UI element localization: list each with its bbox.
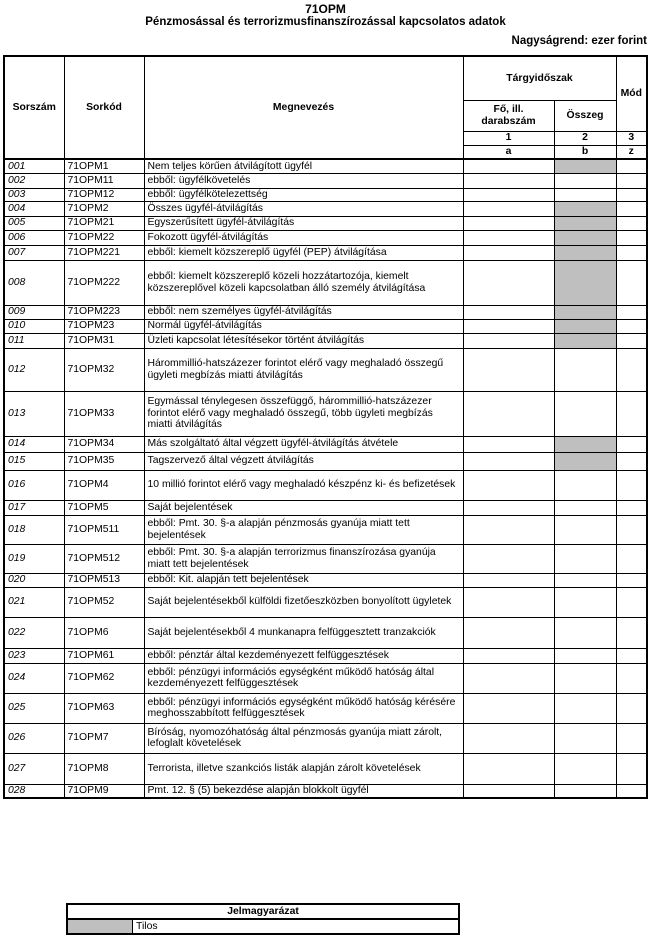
cell-fo-darabszam[interactable] bbox=[463, 663, 554, 693]
row-number: 014 bbox=[4, 436, 64, 452]
cell-mod[interactable] bbox=[616, 319, 647, 333]
row-description: ebből: ügyfélkötelezettség bbox=[144, 188, 463, 201]
table-row bbox=[4, 319, 647, 333]
col-header-osszeg: Összeg bbox=[554, 100, 616, 131]
data-table bbox=[3, 55, 648, 799]
table-row bbox=[4, 260, 647, 305]
row-code: 71OPM21 bbox=[64, 216, 144, 230]
row-code: 71OPM223 bbox=[64, 305, 144, 319]
row-code: 71OPM7 bbox=[64, 723, 144, 753]
legend-item-label: Tilos bbox=[133, 919, 460, 934]
row-description: Saját bejelentések bbox=[144, 500, 463, 515]
cell-fo-darabszam[interactable] bbox=[463, 648, 554, 663]
table-row bbox=[4, 753, 647, 784]
report-code: 71OPM bbox=[305, 2, 346, 16]
row-number: 019 bbox=[4, 544, 64, 573]
row-code: 71OPM34 bbox=[64, 436, 144, 452]
cell-osszeg[interactable] bbox=[554, 723, 616, 753]
table-row bbox=[4, 500, 647, 515]
cell-osszeg-tilos[interactable] bbox=[554, 260, 616, 305]
row-code: 71OPM511 bbox=[64, 515, 144, 544]
cell-osszeg[interactable] bbox=[554, 753, 616, 784]
cell-mod[interactable] bbox=[616, 391, 647, 436]
legend-box bbox=[66, 903, 460, 935]
cell-fo-darabszam[interactable] bbox=[463, 436, 554, 452]
cell-fo-darabszam[interactable] bbox=[463, 573, 554, 587]
cell-fo-darabszam[interactable] bbox=[463, 515, 554, 544]
row-number: 022 bbox=[4, 617, 64, 648]
row-code: 71OPM2 bbox=[64, 201, 144, 216]
row-description: Tagszervező által végzett átvilágítás bbox=[144, 452, 463, 470]
cell-mod[interactable] bbox=[616, 230, 647, 245]
cell-osszeg[interactable] bbox=[554, 784, 616, 798]
col-header-targyidoszak: Tárgyidőszak bbox=[463, 56, 616, 100]
row-description: Fokozott ügyfél-átvilágítás bbox=[144, 230, 463, 245]
cell-fo-darabszam[interactable] bbox=[463, 260, 554, 305]
cell-mod[interactable] bbox=[616, 188, 647, 201]
col-number-2: 2 bbox=[554, 131, 616, 145]
cell-mod[interactable] bbox=[616, 245, 647, 260]
cell-fo-darabszam[interactable] bbox=[463, 617, 554, 648]
table-row bbox=[4, 648, 647, 663]
cell-osszeg[interactable] bbox=[554, 573, 616, 587]
row-code: 71OPM23 bbox=[64, 319, 144, 333]
row-number: 003 bbox=[4, 188, 64, 201]
cell-mod[interactable] bbox=[616, 500, 647, 515]
cell-fo-darabszam[interactable] bbox=[463, 693, 554, 723]
row-number: 002 bbox=[4, 173, 64, 188]
cell-osszeg[interactable] bbox=[554, 348, 616, 391]
row-code: 71OPM4 bbox=[64, 470, 144, 500]
cell-mod[interactable] bbox=[616, 159, 647, 173]
row-code: 71OPM1 bbox=[64, 159, 144, 173]
row-description: Hárommillió-hatszázezer forintot elérő vagy meghaladó összegű ügyleti megbízás miatti átvilágítás bbox=[144, 348, 463, 391]
row-description: ebből: nem személyes ügyfél-átvilágítás bbox=[144, 305, 463, 319]
cell-osszeg[interactable] bbox=[554, 173, 616, 188]
cell-mod[interactable] bbox=[616, 260, 647, 305]
row-description: ebből: Pmt. 30. §-a alapján pénzmosás gyanúja miatt tett bejelentések bbox=[144, 515, 463, 544]
cell-fo-darabszam[interactable] bbox=[463, 333, 554, 348]
cell-mod[interactable] bbox=[616, 452, 647, 470]
cell-fo-darabszam[interactable] bbox=[463, 173, 554, 188]
row-code: 71OPM222 bbox=[64, 260, 144, 305]
row-code: 71OPM61 bbox=[64, 648, 144, 663]
row-number: 016 bbox=[4, 470, 64, 500]
row-number: 017 bbox=[4, 500, 64, 515]
row-number: 007 bbox=[4, 245, 64, 260]
report-title: Pénzmosással és terrorizmusfinanszírozással kapcsolatos adatok bbox=[145, 16, 506, 28]
cell-fo-darabszam[interactable] bbox=[463, 319, 554, 333]
table-row bbox=[4, 348, 647, 391]
cell-mod[interactable] bbox=[616, 173, 647, 188]
col-letter-z: z bbox=[616, 145, 647, 159]
cell-osszeg[interactable] bbox=[554, 617, 616, 648]
row-code: 71OPM22 bbox=[64, 230, 144, 245]
cell-osszeg-tilos[interactable] bbox=[554, 230, 616, 245]
cell-osszeg-tilos[interactable] bbox=[554, 452, 616, 470]
table-row bbox=[4, 201, 647, 216]
cell-fo-darabszam[interactable] bbox=[463, 201, 554, 216]
row-description: 10 millió forintot elérő vagy meghaladó készpénz ki- és befizetések bbox=[144, 470, 463, 500]
cell-fo-darabszam[interactable] bbox=[463, 391, 554, 436]
cell-osszeg[interactable] bbox=[554, 188, 616, 201]
cell-fo-darabszam[interactable] bbox=[463, 587, 554, 617]
table-row bbox=[4, 188, 647, 201]
cell-osszeg[interactable] bbox=[554, 391, 616, 436]
cell-mod[interactable] bbox=[616, 617, 647, 648]
row-number: 020 bbox=[4, 573, 64, 587]
cell-osszeg[interactable] bbox=[554, 587, 616, 617]
row-code: 71OPM52 bbox=[64, 587, 144, 617]
row-number: 028 bbox=[4, 784, 64, 798]
table-row bbox=[4, 573, 647, 587]
row-description: ebből: kiemelt közszereplő közeli hozzátartozója, kiemelt közszereplővel közeli kapcsolatban álló személy átvilágítása bbox=[144, 260, 463, 305]
cell-fo-darabszam[interactable] bbox=[463, 216, 554, 230]
cell-fo-darabszam[interactable] bbox=[463, 544, 554, 573]
table-row bbox=[4, 587, 647, 617]
cell-osszeg-tilos[interactable] bbox=[554, 319, 616, 333]
row-number: 010 bbox=[4, 319, 64, 333]
row-number: 001 bbox=[4, 159, 64, 173]
cell-mod[interactable] bbox=[616, 663, 647, 693]
row-description: Összes ügyfél-átvilágítás bbox=[144, 201, 463, 216]
cell-osszeg[interactable] bbox=[554, 515, 616, 544]
table-row bbox=[4, 470, 647, 500]
row-code: 71OPM35 bbox=[64, 452, 144, 470]
row-number: 025 bbox=[4, 693, 64, 723]
cell-mod[interactable] bbox=[616, 693, 647, 723]
cell-mod[interactable] bbox=[616, 333, 647, 348]
row-description: Más szolgáltató által végzett ügyfél-átvilágítás átvétele bbox=[144, 436, 463, 452]
row-description: ebből: ügyfélkövetelés bbox=[144, 173, 463, 188]
row-code: 71OPM221 bbox=[64, 245, 144, 260]
row-code: 71OPM62 bbox=[64, 663, 144, 693]
cell-fo-darabszam[interactable] bbox=[463, 784, 554, 798]
col-header-megnevezes: Megnevezés bbox=[144, 56, 463, 159]
cell-mod[interactable] bbox=[616, 305, 647, 319]
cell-osszeg[interactable] bbox=[554, 693, 616, 723]
table-row bbox=[4, 452, 647, 470]
col-letter-a: a bbox=[463, 145, 554, 159]
cell-fo-darabszam[interactable] bbox=[463, 753, 554, 784]
row-number: 021 bbox=[4, 587, 64, 617]
table-row bbox=[4, 230, 647, 245]
cell-osszeg-tilos[interactable] bbox=[554, 159, 616, 173]
cell-fo-darabszam[interactable] bbox=[463, 245, 554, 260]
table-row bbox=[4, 663, 647, 693]
col-header-fo: Fő, ill. darabszám bbox=[463, 100, 554, 131]
cell-fo-darabszam[interactable] bbox=[463, 188, 554, 201]
row-number: 015 bbox=[4, 452, 64, 470]
row-code: 71OPM12 bbox=[64, 188, 144, 201]
row-description: ebből: Pmt. 30. §-a alapján terrorizmus finanszírozása gyanúja miatt tett bejelentések bbox=[144, 544, 463, 573]
row-description: Egymással ténylegesen összefüggő, hárommillió-hatszázezer forintot elérő vagy meghaladó összegű, több ügyleti megbízás miatti átvilágítás bbox=[144, 391, 463, 436]
row-code: 71OPM6 bbox=[64, 617, 144, 648]
row-number: 006 bbox=[4, 230, 64, 245]
col-number-1: 1 bbox=[463, 131, 554, 145]
row-number: 011 bbox=[4, 333, 64, 348]
row-description: Egyszerűsített ügyfél-átvilágítás bbox=[144, 216, 463, 230]
cell-mod[interactable] bbox=[616, 648, 647, 663]
table-row bbox=[4, 515, 647, 544]
table-row bbox=[4, 693, 647, 723]
cell-fo-darabszam[interactable] bbox=[463, 305, 554, 319]
cell-fo-darabszam[interactable] bbox=[463, 723, 554, 753]
row-code: 71OPM513 bbox=[64, 573, 144, 587]
cell-mod[interactable] bbox=[616, 201, 647, 216]
row-code: 71OPM9 bbox=[64, 784, 144, 798]
row-number: 024 bbox=[4, 663, 64, 693]
row-description: Saját bejelentésekből külföldi fizetőeszközben bonyolított ügyletek bbox=[144, 587, 463, 617]
table-row bbox=[4, 723, 647, 753]
unit-label: Nagyságrend: ezer forint bbox=[511, 35, 647, 47]
row-description: ebből: pénzügyi információs egységként működő hatóság kérésére meghosszabbított felfüggesztések bbox=[144, 693, 463, 723]
row-number: 026 bbox=[4, 723, 64, 753]
cell-mod[interactable] bbox=[616, 348, 647, 391]
cell-osszeg-tilos[interactable] bbox=[554, 201, 616, 216]
row-number: 023 bbox=[4, 648, 64, 663]
row-code: 71OPM32 bbox=[64, 348, 144, 391]
cell-mod[interactable] bbox=[616, 515, 647, 544]
cell-osszeg-tilos[interactable] bbox=[554, 245, 616, 260]
cell-fo-darabszam[interactable] bbox=[463, 500, 554, 515]
table-row bbox=[4, 216, 647, 230]
table-row bbox=[4, 333, 647, 348]
row-code: 71OPM11 bbox=[64, 173, 144, 188]
cell-osszeg[interactable] bbox=[554, 648, 616, 663]
row-description: Bíróság, nyomozóhatóság által pénzmosás gyanúja miatt zárolt, lefoglalt követelések bbox=[144, 723, 463, 753]
cell-fo-darabszam[interactable] bbox=[463, 159, 554, 173]
table-row bbox=[4, 159, 647, 173]
row-number: 012 bbox=[4, 348, 64, 391]
legend-swatch bbox=[67, 919, 133, 934]
row-code: 71OPM512 bbox=[64, 544, 144, 573]
cell-mod[interactable] bbox=[616, 573, 647, 587]
cell-mod[interactable] bbox=[616, 470, 647, 500]
row-number: 004 bbox=[4, 201, 64, 216]
col-header-sorszam: Sorszám bbox=[4, 56, 64, 159]
cell-osszeg[interactable] bbox=[554, 544, 616, 573]
table-row bbox=[4, 544, 647, 573]
cell-fo-darabszam[interactable] bbox=[463, 470, 554, 500]
col-number-3: 3 bbox=[616, 131, 647, 145]
row-number: 008 bbox=[4, 260, 64, 305]
row-description: Saját bejelentésekből 4 munkanapra felfüggesztett tranzakciók bbox=[144, 617, 463, 648]
table-row bbox=[4, 391, 647, 436]
cell-osszeg-tilos[interactable] bbox=[554, 305, 616, 319]
cell-mod[interactable] bbox=[616, 723, 647, 753]
row-number: 027 bbox=[4, 753, 64, 784]
row-description: Pmt. 12. § (5) bekezdése alapján blokkolt ügyfél bbox=[144, 784, 463, 798]
table-row bbox=[4, 305, 647, 319]
row-description: Terrorista, illetve szankciós listák alapján zárolt követelések bbox=[144, 753, 463, 784]
cell-fo-darabszam[interactable] bbox=[463, 230, 554, 245]
cell-mod[interactable] bbox=[616, 544, 647, 573]
cell-osszeg[interactable] bbox=[554, 500, 616, 515]
table-row bbox=[4, 245, 647, 260]
row-code: 71OPM8 bbox=[64, 753, 144, 784]
cell-mod[interactable] bbox=[616, 436, 647, 452]
row-number: 005 bbox=[4, 216, 64, 230]
cell-mod[interactable] bbox=[616, 784, 647, 798]
row-description: Normál ügyfél-átvilágítás bbox=[144, 319, 463, 333]
cell-osszeg[interactable] bbox=[554, 470, 616, 500]
col-header-mod: Mód bbox=[616, 56, 647, 131]
row-number: 013 bbox=[4, 391, 64, 436]
cell-osszeg-tilos[interactable] bbox=[554, 333, 616, 348]
cell-fo-darabszam[interactable] bbox=[463, 452, 554, 470]
table-row bbox=[4, 784, 647, 798]
row-number: 018 bbox=[4, 515, 64, 544]
col-header-sorkod: Sorkód bbox=[64, 56, 144, 159]
row-description: ebből: pénztár által kezdeményezett felfüggesztések bbox=[144, 648, 463, 663]
cell-mod[interactable] bbox=[616, 216, 647, 230]
row-number: 009 bbox=[4, 305, 64, 319]
row-code: 71OPM33 bbox=[64, 391, 144, 436]
cell-mod[interactable] bbox=[616, 587, 647, 617]
row-code: 71OPM31 bbox=[64, 333, 144, 348]
row-description: ebből: Kit. alapján tett bejelentések bbox=[144, 573, 463, 587]
table-row bbox=[4, 617, 647, 648]
row-description: Üzleti kapcsolat létesítésekor történt átvilágítás bbox=[144, 333, 463, 348]
row-description: ebből: pénzügyi információs egységként működő hatóság által kezdeményezett felfüggesztések bbox=[144, 663, 463, 693]
row-code: 71OPM63 bbox=[64, 693, 144, 723]
row-description: Nem teljes körűen átvilágított ügyfél bbox=[144, 159, 463, 173]
row-code: 71OPM5 bbox=[64, 500, 144, 515]
table-row bbox=[4, 436, 647, 452]
cell-osszeg-tilos[interactable] bbox=[554, 216, 616, 230]
cell-osszeg[interactable] bbox=[554, 663, 616, 693]
legend-title: Jelmagyarázat bbox=[67, 904, 459, 919]
cell-osszeg-tilos[interactable] bbox=[554, 436, 616, 452]
row-description: ebből: kiemelt közszereplő ügyfél (PEP) átvilágítása bbox=[144, 245, 463, 260]
col-letter-b: b bbox=[554, 145, 616, 159]
cell-mod[interactable] bbox=[616, 753, 647, 784]
cell-fo-darabszam[interactable] bbox=[463, 348, 554, 391]
table-row bbox=[4, 173, 647, 188]
